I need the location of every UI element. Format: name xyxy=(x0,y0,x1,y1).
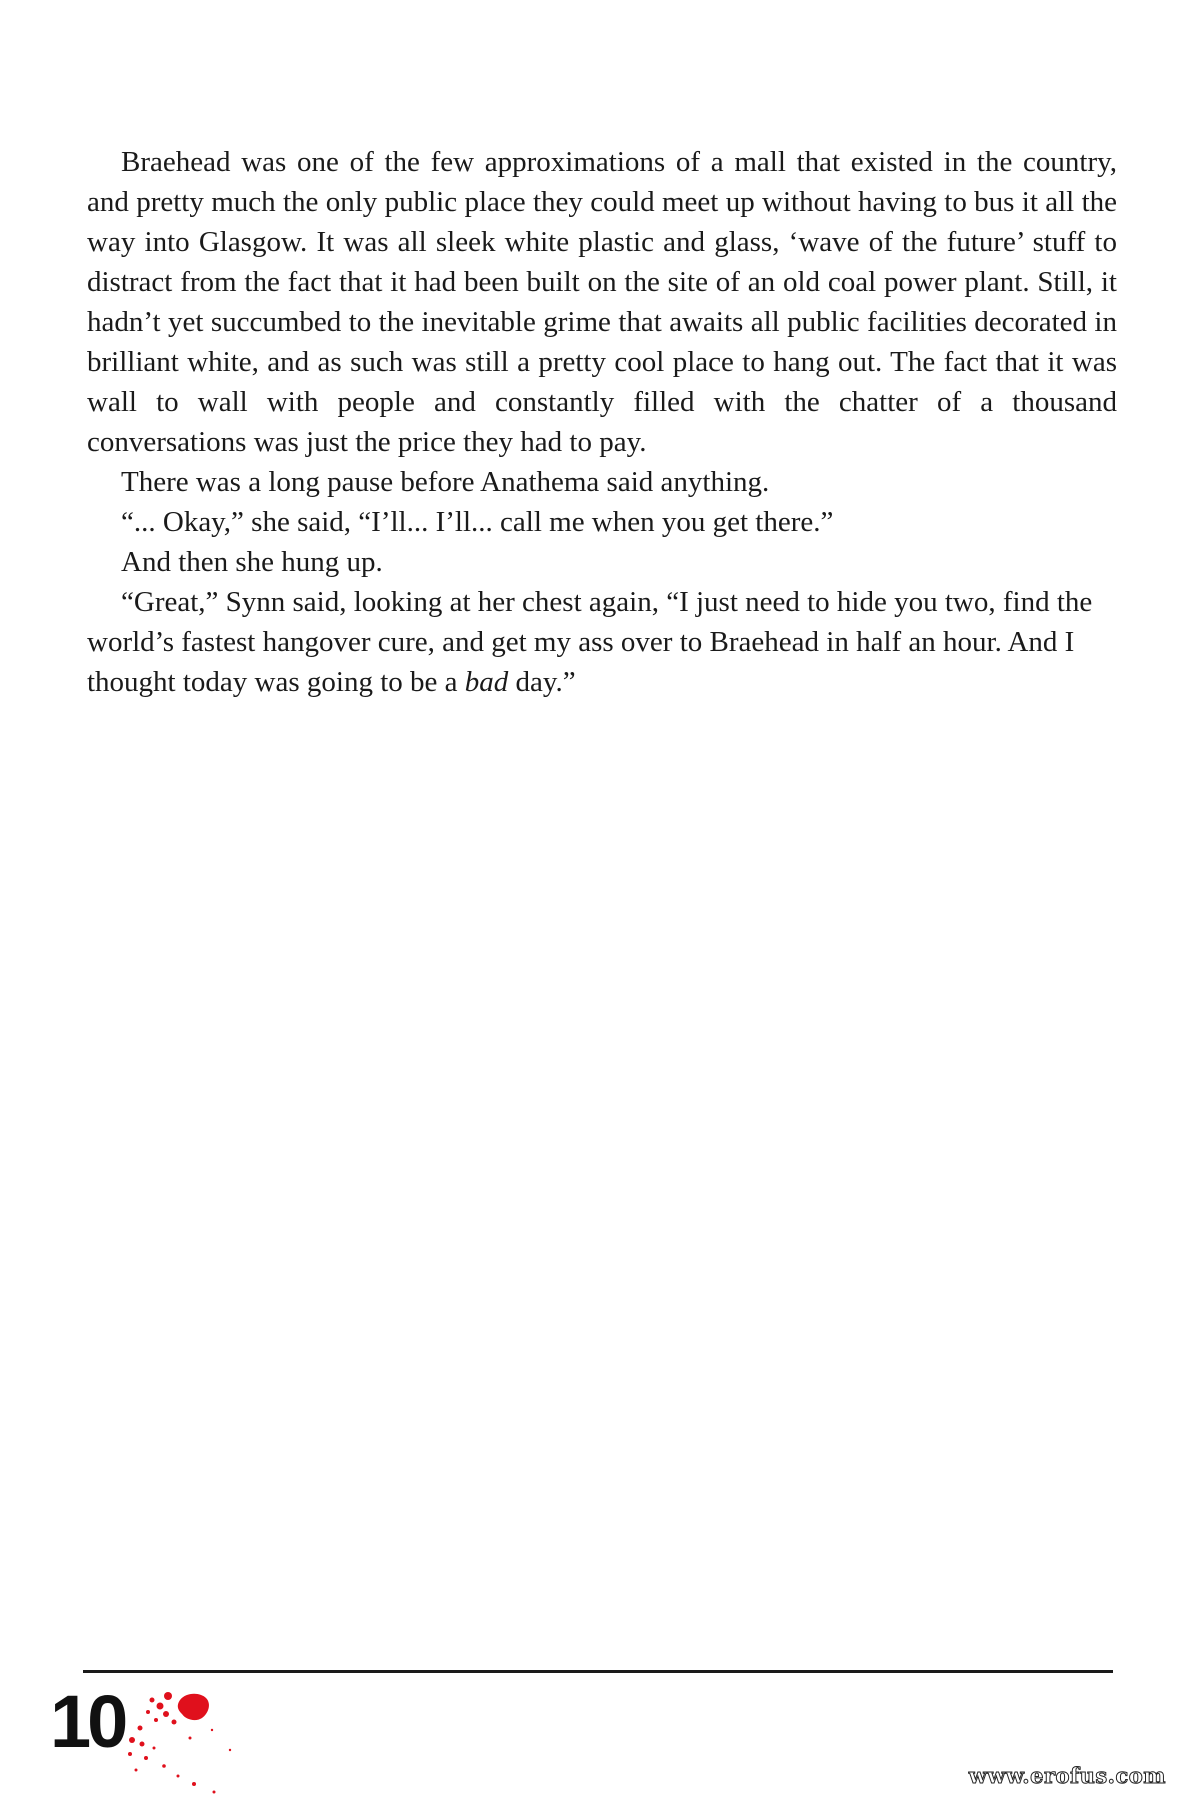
paragraph-great-start: “Great,” Synn said, looking at her chest again, “I just need to hide you two, find the world’s fastest hangover cure, and get my ass over to Braehead in half an hour. And I thought today was going to be a xyxy=(87,586,1093,698)
paragraph-great xyxy=(87,582,1117,702)
blood-splatter-icon xyxy=(120,1680,280,1800)
page-body xyxy=(87,142,1117,702)
watermark: www.erofus.com xyxy=(968,1763,1166,1788)
page-number: 10 xyxy=(50,1680,125,1763)
footer-rule xyxy=(83,1670,1113,1673)
paragraph-long-pause: There was a long pause before Anathema said anything. xyxy=(121,466,770,498)
paragraph-braehead: Braehead was one of the few approximations of a mall that existed in the country, and pretty much the only public place they could meet up without having to bus it all the way into Glasgow. It was all sleek white plastic and glass, ‘wave of the future’ stuff to distract from the fact that it had been built on the site of an old coal power plant. Still, it hadn’t yet succumbed to the inevitable grime that awaits all public facilities decorated in brilliant white, and as such was still a pretty cool place to hang out. The fact that it was wall to wall with people and constantly filled with the chatter of a thousand conversations was just the price they had to pay. xyxy=(87,146,1117,458)
paragraph-hung-up: And then she hung up. xyxy=(121,546,383,578)
emphasis-bad: bad xyxy=(464,666,509,698)
paragraph-okay: “... Okay,” she said, “I’ll... I’ll... call me when you get there.” xyxy=(121,506,834,538)
paragraph-great-end: day.” xyxy=(508,666,576,698)
